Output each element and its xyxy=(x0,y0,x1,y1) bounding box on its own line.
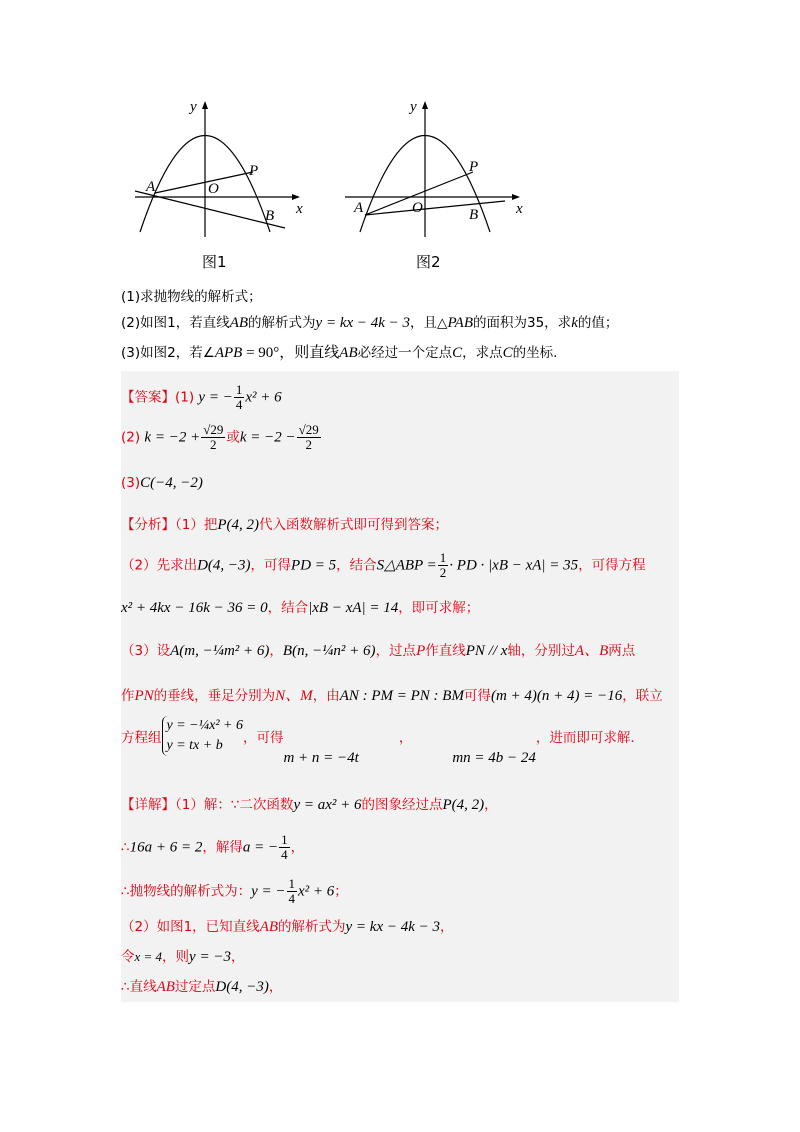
detail-line-1: 【详解】（1）解：∵二次函数y = ax² + 6的图象经过点P(4, 2)， xyxy=(121,797,498,813)
analysis-line-6: 方程组y = −¼x² + 6 y = tx + b ，可得m + n = −4t，mn = 4b − 24，进而即可求解. xyxy=(121,718,635,766)
analysis-line-1: 【分析】（1）把P(4, 2)代入函数解析式即可得到答案； xyxy=(121,517,448,533)
question-3: (3)如图2，若∠APB = 90°，则直线AB必经过一个定点C，求点C的坐标. xyxy=(121,345,558,361)
detail-line-3: ∴抛物线的解析式为：y = − $\frac{1}{4}$ x² + 6； xyxy=(121,876,348,906)
solution-panel xyxy=(121,371,679,1002)
fig2-label-b: B xyxy=(469,207,479,223)
fig1-label-o: O xyxy=(208,181,219,197)
analysis-line-3: x² + 4kx − 16k − 36 = 0，结合|xB − xA| = 14，即可求解； xyxy=(121,600,480,616)
detail-line-4: （2）如图1，已知直线AB的解析式为y = kx − 4k − 3， xyxy=(121,919,454,935)
answer-line-1: 【答案】(1) y = − $\frac{1}{4}$ x² + 6 xyxy=(121,382,282,412)
fig2-line-ab xyxy=(365,201,505,215)
question-1: (1)求抛物线的解析式； xyxy=(121,289,262,305)
fig2-label-a: A xyxy=(354,200,364,216)
equation-system: y = −¼x² + 6 y = tx + b xyxy=(162,716,243,756)
detail-line-2: ∴16a + 6 = 2，解得a = − $\frac{1}{4}$ ， xyxy=(121,832,305,862)
fig1-line-ap xyxy=(155,172,253,193)
fig1-label-y: y xyxy=(190,99,197,115)
question-2: (2)如图1，若直线AB的解析式为y = kx − 4k − 3，且△PAB的面积为35，求k的值； xyxy=(121,315,619,331)
answer-line-2: (2) k = −2 + $\frac{√29}{2}$ 或k = −2 − $\frac{√29}{2}$ xyxy=(121,422,319,452)
answer-line-3: (3)C(−4, −2) xyxy=(121,475,203,491)
analysis-line-5: 作PN的垂线，垂足分别为N、M，由AN : PM = PN : BM可得(m + 4)(n + 4) = −16，联立 xyxy=(121,688,663,704)
fig2-label-p: P xyxy=(469,159,479,175)
fig1-label-p: P xyxy=(249,163,259,179)
fig2-label-x: x xyxy=(516,201,523,217)
fig2-label-y: y xyxy=(410,99,417,115)
figure-2-caption: 图2 xyxy=(416,253,441,271)
figure-1 xyxy=(120,95,320,245)
figure-1-diagram xyxy=(120,95,320,245)
fig2-y-arrow xyxy=(422,101,428,109)
detail-line-6: ∴直线AB过定点D(4, −3)， xyxy=(121,979,283,995)
figure-1-caption: 图1 xyxy=(202,253,227,271)
fig1-label-b: B xyxy=(265,208,275,224)
fig1-x-arrow xyxy=(292,194,300,200)
analysis-line-2: （2）先求出D(4, −3)，可得PD = 5，结合S△ABP = $\frac{1}{2}$ · PD · |xB − xA| = 35，可得方程 xyxy=(121,550,646,580)
fig1-label-a: A xyxy=(146,179,156,195)
figure-2-diagram xyxy=(340,95,540,245)
detail-line-5: 令x = 4，则y = −3， xyxy=(121,949,245,965)
fig2-x-arrow xyxy=(512,194,520,200)
figure-2 xyxy=(340,95,540,245)
fig1-label-x: x xyxy=(296,201,303,217)
fig1-y-arrow xyxy=(202,101,208,109)
analysis-line-4: （3）设A(m, −¼m² + 6)，B(n, −¼n² + 6)，过点P作直线PN // x轴，分别过A、B两点 xyxy=(121,643,636,659)
fig2-label-o: O xyxy=(412,200,423,216)
